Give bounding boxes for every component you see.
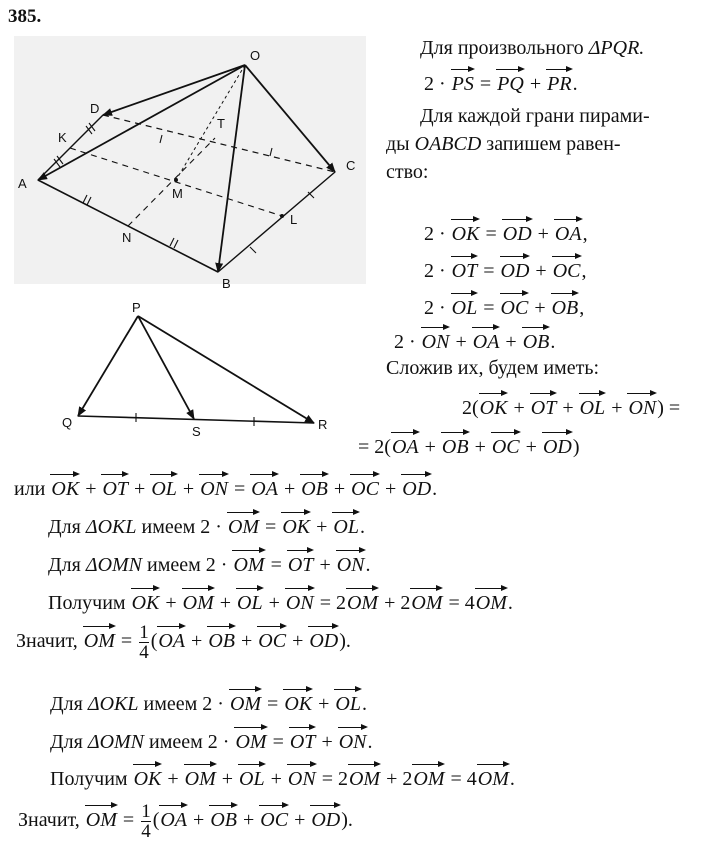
math-text: , <box>582 223 588 245</box>
vector-symbol: OM <box>413 768 445 790</box>
math-text: . <box>359 516 365 538</box>
math-text: . <box>572 73 578 95</box>
math-text: = <box>478 260 500 282</box>
vector-symbol: OM <box>85 809 117 832</box>
math-text: Для <box>48 554 86 576</box>
para-line-3: ство: <box>386 161 429 183</box>
vector-symbol: OA <box>158 630 186 653</box>
math-text: + <box>530 260 552 282</box>
math-text: . <box>550 331 556 353</box>
triangle-figure <box>40 296 340 441</box>
math-text: + <box>532 223 554 245</box>
math-text: ) <box>572 436 580 458</box>
vector-symbol: OC <box>491 436 520 458</box>
vector-symbol: OC <box>260 809 289 832</box>
math-text: Для произвольного <box>420 37 589 59</box>
vector-symbol: ON <box>628 397 657 419</box>
equation-OL <box>424 292 584 320</box>
fraction <box>139 623 149 662</box>
vector-symbol: OD <box>542 436 572 458</box>
math-text: имеем <box>142 554 206 576</box>
block2-omn: Для ΔOMN имеем 2 · OM = OT + ON. <box>50 731 373 753</box>
label-O: O <box>250 48 261 63</box>
point-L <box>280 214 284 218</box>
block1-okl: Для ΔOKL имеем 2 · OM = OK + OL. <box>48 516 365 538</box>
vector-symbol: OM <box>83 630 115 653</box>
vector-symbol: OL <box>451 297 478 319</box>
block1-omn: Для ΔOMN имеем 2 · OM = OT + ON. <box>48 554 371 576</box>
math-text: имеем <box>136 516 201 538</box>
math-text: . <box>507 592 513 614</box>
math-text: 2 · <box>394 331 421 353</box>
vector-symbol: OM <box>182 592 214 614</box>
math-text: ΔPQR. <box>588 37 645 59</box>
math-text: Для <box>50 693 88 715</box>
math-text: 4 <box>466 768 477 790</box>
math-text: 1 <box>139 622 149 643</box>
summing-line-2: = 2(OA + OB + OC + OD) <box>358 436 580 458</box>
vector-symbol: OT <box>102 478 129 500</box>
math-text: 4 <box>464 592 475 614</box>
vector-symbol: OA <box>160 809 188 832</box>
vector-symbol: OL <box>239 768 265 790</box>
math-text: OABCD <box>414 133 482 155</box>
vector-PS <box>138 316 194 419</box>
math-text: имеем <box>144 731 208 753</box>
vector-symbol: OM <box>346 592 379 614</box>
vector-symbol: OL <box>151 478 177 500</box>
vector-symbol: OB <box>551 297 579 319</box>
fraction <box>141 802 151 841</box>
para-line-1: Для каждой грани пирами- <box>420 105 650 127</box>
math-text: + <box>524 73 547 95</box>
vector-symbol: OM <box>227 516 260 538</box>
vector-symbol: OK <box>133 768 162 790</box>
math-text: Получим <box>50 768 133 790</box>
math-text: , <box>581 260 587 282</box>
math-text: Значит, <box>16 630 83 653</box>
label-N: N <box>122 230 132 245</box>
math-text: 2 · <box>424 260 451 282</box>
label-L: L <box>290 212 298 227</box>
math-text: 4 <box>139 642 149 663</box>
vector-symbol: OA <box>554 223 582 245</box>
label-P: P <box>132 300 141 315</box>
math-text: 2 · <box>205 554 233 576</box>
vector-PR <box>138 316 314 423</box>
math-text: + <box>450 331 472 353</box>
block2-thus: Значит, OM = $\frac{1}{4}$ (OA + OB + OC + OD). <box>18 801 353 842</box>
vector-symbol: OB <box>522 331 550 353</box>
problem-number: 385. <box>8 6 42 27</box>
math-text: или <box>14 478 46 500</box>
math-text: ды <box>386 133 415 155</box>
para-line-2 <box>386 132 621 156</box>
block2-get: Получим OK + OM + OL + ON = 2OM + 2OM = 4OM. <box>50 768 515 790</box>
label-R: R <box>318 417 328 432</box>
equation-ON <box>394 326 555 354</box>
vector-symbol: OB <box>301 478 328 500</box>
math-text: = <box>478 297 500 319</box>
math-text: ΔOMN <box>87 731 145 753</box>
math-text: ΔOMN <box>85 554 143 576</box>
math-text: 2( <box>462 397 479 419</box>
math-text: 2 · <box>424 297 451 319</box>
vector-symbol: OM <box>233 554 265 576</box>
math-text: . <box>367 731 373 753</box>
summing-line-1: 2(OK + OT + OL + ON) = <box>462 397 681 419</box>
vector-symbol: PQ <box>497 73 524 95</box>
vector-symbol: OM <box>411 592 443 614</box>
math-text: 2 <box>335 592 346 614</box>
math-text: 2 <box>337 768 348 790</box>
vector-symbol: OT <box>287 554 314 576</box>
math-text: 2 <box>402 768 413 790</box>
label-D: D <box>90 101 100 116</box>
math-text: Для <box>50 731 88 753</box>
vector-symbol: OK <box>51 478 80 500</box>
vector-symbol: ON <box>285 592 314 614</box>
label-A: A <box>18 176 27 191</box>
vector-symbol: OB <box>208 630 235 653</box>
vector-symbol: ON <box>287 768 316 790</box>
figure-background <box>14 36 366 284</box>
math-text: 2 <box>400 592 411 614</box>
intro-line-1 <box>420 36 644 60</box>
math-text: 2 · <box>202 693 229 715</box>
vector-symbol: OL <box>335 693 361 715</box>
math-text: . <box>361 693 367 715</box>
vector-symbol: OC <box>552 260 581 282</box>
vector-symbol: OK <box>451 223 480 245</box>
vector-symbol: OD <box>402 478 432 500</box>
math-text: Для <box>48 516 86 538</box>
vector-symbol: OL <box>333 516 359 538</box>
vector-symbol: OD <box>500 260 530 282</box>
math-text: 4 <box>141 821 151 842</box>
math-text: 2 · <box>424 223 451 245</box>
math-text: = 2( <box>358 436 391 458</box>
vector-symbol: OB <box>441 436 469 458</box>
math-text: запишем равен- <box>481 133 621 155</box>
point-M <box>174 178 178 182</box>
vector-symbol: PR <box>547 73 572 95</box>
math-text: . <box>365 554 371 576</box>
vector-symbol: ON <box>338 731 367 753</box>
vector-symbol: OK <box>479 397 508 419</box>
block1-thus: Значит, OM = $\frac{1}{4}$ (OA + OB + OC + OD). <box>16 622 351 663</box>
label-K: K <box>58 130 67 145</box>
vector-symbol: OM <box>348 768 381 790</box>
math-text: . <box>432 478 438 500</box>
vector-symbol: OM <box>477 768 509 790</box>
label-S: S <box>192 424 201 439</box>
vector-symbol: OA <box>251 478 278 500</box>
pyramid-figure <box>0 20 380 300</box>
label-B: B <box>222 276 231 291</box>
vector-symbol: OT <box>530 397 557 419</box>
math-text: = <box>480 223 502 245</box>
vector-symbol: OK <box>131 592 160 614</box>
math-text: + <box>529 297 551 319</box>
vector-symbol: OM <box>184 768 216 790</box>
vector-symbol: OK <box>284 693 313 715</box>
block2-okl: Для ΔOKL имеем 2 · OM = OK + OL. <box>50 693 367 715</box>
math-text: ΔOKL <box>87 693 139 715</box>
label-T: T <box>217 116 225 131</box>
math-text: , <box>579 297 585 319</box>
math-text: 2 · <box>200 516 227 538</box>
vector-symbol: ON <box>336 554 365 576</box>
vector-symbol: OC <box>351 478 379 500</box>
side-QR <box>78 416 314 423</box>
vector-symbol: OT <box>451 260 478 282</box>
intro-equation <box>424 68 578 96</box>
vector-symbol: OC <box>258 630 287 653</box>
vector-symbol: OK <box>282 516 311 538</box>
vector-symbol: OM <box>475 592 507 614</box>
equation-OT <box>424 255 587 283</box>
math-text: . <box>345 630 351 653</box>
math-text: = <box>474 73 497 95</box>
vector-symbol: OA <box>391 436 419 458</box>
label-Q: Q <box>62 415 73 430</box>
math-text: имеем <box>138 693 203 715</box>
vector-symbol: OL <box>579 397 606 419</box>
equation-OK <box>424 218 588 246</box>
block1-get: Получим OK + OM + OL + ON = 2OM + 2OM = 4OM. <box>48 592 513 614</box>
math-text: ) = <box>657 397 681 419</box>
math-text: 2 · <box>207 731 235 753</box>
label-C: C <box>346 158 356 173</box>
vector-symbol: PS <box>451 73 474 95</box>
vector-symbol: ON <box>200 478 228 500</box>
vector-symbol: OC <box>500 297 529 319</box>
math-text: 1 <box>141 801 151 822</box>
vector-symbol: OM <box>229 693 262 715</box>
vector-symbol: OL <box>237 592 263 614</box>
or-line: или OK + OT + OL + ON = OA + OB + OC + OD. <box>14 478 438 500</box>
vector-PQ <box>78 316 138 416</box>
vector-symbol: OD <box>502 223 532 245</box>
vector-symbol: ON <box>421 331 450 353</box>
vector-symbol: OB <box>210 809 237 832</box>
math-text: . <box>509 768 515 790</box>
math-text: ΔOKL <box>85 516 137 538</box>
vector-symbol: OM <box>235 731 267 753</box>
math-text: Получим <box>48 592 131 614</box>
summing-text: Сложив их, будем иметь: <box>386 357 600 379</box>
vector-symbol: OD <box>311 809 341 832</box>
vector-symbol: OT <box>289 731 316 753</box>
math-text: Значит, <box>18 809 85 832</box>
math-text: . <box>347 809 353 832</box>
math-text: + <box>500 331 522 353</box>
label-M: M <box>172 186 183 201</box>
vector-symbol: OA <box>472 331 500 353</box>
vector-symbol: OD <box>309 630 339 653</box>
math-text: 2 · <box>424 73 451 95</box>
